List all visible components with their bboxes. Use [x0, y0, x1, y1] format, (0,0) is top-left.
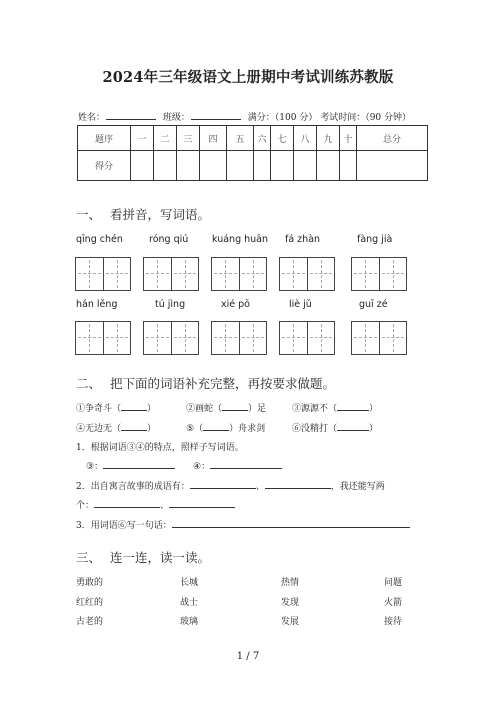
fill-blank[interactable]: [222, 401, 248, 411]
fill-item: [292, 401, 378, 414]
match-word[interactable]: 发现: [281, 598, 300, 608]
match-word[interactable]: 长城: [180, 578, 199, 588]
fill-item: [292, 421, 378, 434]
fill-item-suffix: ）: [147, 424, 157, 434]
match-word[interactable]: 古老的: [76, 617, 104, 627]
pinyin-label: liè jǔ: [289, 299, 312, 310]
page-title: 2024年三年级语文上册期中考试训练苏教版: [102, 69, 394, 86]
writing-grid[interactable]: [211, 257, 267, 291]
question-1: 1．根据词语③④的特点，照样子写词语。: [76, 443, 244, 453]
table-header-cell: 九: [317, 126, 340, 151]
writing-grid[interactable]: [279, 257, 335, 291]
fill-item-suffix: ）: [147, 404, 157, 414]
match-word[interactable]: 热情: [281, 578, 300, 588]
question-text: 2．出自寓言故事的成语有：: [76, 482, 190, 492]
score-cell[interactable]: [357, 151, 428, 181]
fill-item: [76, 401, 156, 414]
section-title: 把下面的词语补充完整，再按要求做题。: [110, 376, 336, 391]
writing-grid[interactable]: [211, 321, 267, 355]
fill-blank[interactable]: [121, 421, 147, 431]
writing-grid[interactable]: [279, 321, 335, 355]
exam-time-label: 考试时间：（90 分钟）: [320, 113, 412, 123]
fill-blank[interactable]: [121, 401, 147, 411]
score-cell[interactable]: [227, 151, 254, 181]
pinyin-label: róng qiú: [149, 234, 189, 245]
pinyin-label: qīng chén: [76, 234, 123, 245]
answer-blank[interactable]: [210, 459, 282, 469]
score-cell[interactable]: [177, 151, 200, 181]
student-info-line: [78, 110, 411, 123]
question-2-line-2: [76, 498, 235, 511]
fill-item-suffix: ）足: [248, 404, 267, 414]
match-word[interactable]: 红红的: [76, 598, 104, 608]
section-title: 连一连，读一读。: [110, 550, 211, 565]
pinyin-label: hán lěng: [76, 299, 118, 310]
fill-item-suffix: ）舟求剑: [229, 424, 266, 434]
table-header-cell: 十: [340, 126, 357, 151]
fill-item: [186, 421, 265, 434]
section-number: 三、: [76, 550, 102, 565]
writing-grid[interactable]: [143, 257, 199, 291]
fill-item-suffix: ）: [369, 404, 379, 414]
table-header-cell: 四: [200, 126, 227, 151]
match-word[interactable]: 战士: [180, 598, 199, 608]
page-number: 1 / 7: [236, 651, 260, 662]
pinyin-label: xié pō: [221, 299, 250, 310]
match-word[interactable]: 问题: [384, 578, 403, 588]
score-cell[interactable]: [200, 151, 227, 181]
score-row-label: 得分: [78, 151, 131, 181]
match-word[interactable]: 接待: [384, 617, 403, 627]
table-header-cell: 五: [227, 126, 254, 151]
score-cell[interactable]: [317, 151, 340, 181]
class-blank[interactable]: [191, 111, 241, 120]
answer-label: ④：: [193, 462, 211, 472]
answer-blank[interactable]: [172, 518, 410, 528]
answer-label: ③：: [86, 462, 104, 472]
score-table-header-row: [78, 126, 428, 151]
fill-item-prefix: ④无边无（: [76, 424, 122, 434]
score-table-score-row: [78, 151, 428, 181]
match-word[interactable]: 火箭: [384, 598, 403, 608]
writing-grid[interactable]: [351, 321, 407, 355]
fill-blank[interactable]: [203, 421, 229, 431]
table-header-cell: 二: [154, 126, 177, 151]
table-header-cell: 七: [271, 126, 294, 151]
question-3: [76, 518, 410, 531]
class-label: 班级：: [162, 113, 190, 123]
score-cell[interactable]: [154, 151, 177, 181]
fill-blank[interactable]: [337, 401, 369, 411]
writing-grid[interactable]: [143, 321, 199, 355]
score-cell[interactable]: [271, 151, 294, 181]
answer-blank[interactable]: [94, 498, 160, 508]
section-number: 二、: [76, 376, 102, 391]
fill-item-prefix: ③源源不（: [292, 404, 338, 414]
name-blank[interactable]: [106, 111, 156, 120]
fill-item: [186, 401, 266, 414]
section-2-heading: [76, 374, 335, 392]
fill-item-prefix: ⑤（: [186, 424, 204, 434]
fill-blank[interactable]: [337, 421, 369, 431]
table-header-cell: 三: [177, 126, 200, 151]
pinyin-label: fàng jià: [357, 234, 393, 245]
score-cell[interactable]: [254, 151, 271, 181]
writing-grid[interactable]: [75, 257, 131, 291]
writing-grid[interactable]: [75, 321, 131, 355]
answer-blank[interactable]: [265, 479, 331, 489]
question-text: 3．用词语⑥写一句话：: [76, 521, 172, 531]
question-1-answer-b: [193, 459, 282, 472]
fill-item: [76, 421, 156, 434]
fill-item-prefix: ⑥没精打（: [292, 424, 338, 434]
table-header-cell: 题序: [78, 126, 131, 151]
question-text: 个：: [76, 501, 95, 511]
answer-blank[interactable]: [103, 459, 175, 469]
name-label: 姓名：: [78, 113, 106, 123]
separator: 、: [160, 501, 170, 511]
pinyin-label: guī zé: [359, 299, 388, 310]
question-2: [76, 479, 385, 492]
pinyin-label: fá zhàn: [285, 234, 321, 245]
fill-item-suffix: ）: [369, 424, 379, 434]
section-1-heading: [76, 205, 210, 223]
section-3-heading: [76, 548, 210, 566]
score-cell[interactable]: [131, 151, 154, 181]
separator: 、: [255, 482, 265, 492]
score-cell[interactable]: [340, 151, 357, 181]
score-table: [77, 125, 428, 181]
question-text: ，我还能写两: [330, 482, 385, 492]
match-word[interactable]: 发展: [281, 617, 300, 627]
full-score-label: 满分：（100 分）: [247, 113, 318, 123]
writing-grid[interactable]: [351, 257, 407, 291]
table-header-cell: 一: [131, 126, 154, 151]
table-header-cell: 六: [254, 126, 271, 151]
answer-blank[interactable]: [169, 498, 235, 508]
score-cell[interactable]: [294, 151, 317, 181]
fill-item-prefix: ②画蛇（: [186, 404, 223, 414]
pinyin-label: kuáng huān: [212, 234, 269, 245]
match-word[interactable]: 勇敢的: [76, 578, 104, 588]
match-word[interactable]: 玻璃: [180, 617, 199, 627]
question-1-answer-a: [86, 459, 175, 472]
table-header-cell: 八: [294, 126, 317, 151]
answer-blank[interactable]: [190, 479, 256, 489]
pinyin-label: tú jìng: [155, 299, 186, 310]
section-number: 一、: [76, 207, 102, 222]
table-header-cell: 总分: [357, 126, 428, 151]
section-title: 看拼音，写词语。: [110, 207, 211, 222]
fill-item-prefix: ①争奇斗（: [76, 404, 122, 414]
